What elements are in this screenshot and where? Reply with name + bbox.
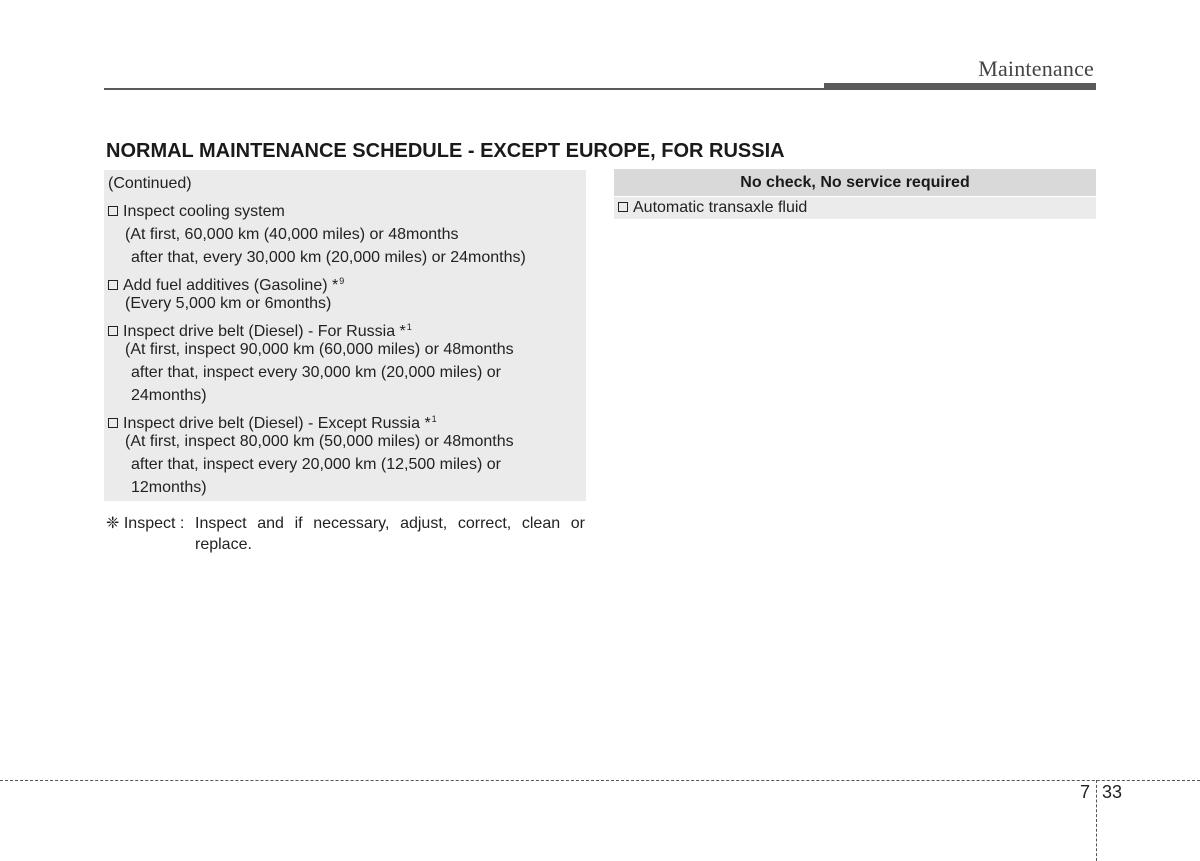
checkbox-icon — [108, 206, 118, 216]
schedule-item-detail: (At first, 60,000 km (40,000 miles) or 48months — [125, 226, 459, 243]
schedule-item-label: Automatic transaxle fluid — [633, 199, 808, 216]
schedule-item-label: Inspect cooling system — [123, 203, 285, 220]
schedule-item-detail: (Every 5,000 km or 6months) — [125, 295, 332, 312]
footnote-text: Inspect and if necessary, adjust, correct, clean or replace. — [195, 515, 585, 553]
schedule-item-detail: after that, inspect every 20,000 km (12,500 miles) or — [131, 456, 501, 473]
footer-dashed-rule — [0, 780, 1200, 781]
schedule-item-label: Add fuel additives (Gasoline) * — [123, 277, 339, 294]
no-service-row — [614, 197, 1096, 219]
footnote-mark: 1 — [431, 414, 437, 424]
footnote-lead: ❈ Inspect : — [106, 515, 185, 532]
schedule-item — [108, 202, 285, 222]
checkbox-icon — [108, 418, 118, 428]
schedule-item-detail: after that, inspect every 30,000 km (20,000 miles) or — [131, 364, 501, 381]
schedule-item-detail: 24months) — [131, 387, 207, 404]
schedule-item — [618, 197, 807, 219]
checkbox-icon — [108, 326, 118, 336]
schedule-item — [108, 271, 344, 296]
schedule-item-label: Inspect drive belt (Diesel) - Except Russia * — [123, 415, 431, 432]
checkbox-icon — [108, 280, 118, 290]
schedule-item-detail: 12months) — [131, 479, 207, 496]
schedule-item-detail: (At first, inspect 90,000 km (60,000 miles) or 48months — [125, 341, 514, 358]
chapter-header-title: Maintenance — [978, 56, 1094, 81]
page-number: 33 — [1102, 782, 1123, 802]
continued-label: (Continued) — [108, 175, 192, 192]
schedule-item — [108, 409, 437, 434]
schedule-panel-left — [104, 170, 586, 501]
section-title: NORMAL MAINTENANCE SCHEDULE - EXCEPT EUROPE, FOR RUSSIA — [106, 140, 785, 162]
footnote-mark: 9 — [339, 276, 345, 286]
schedule-item-detail: after that, every 30,000 km (20,000 miles) or 24months) — [131, 249, 526, 266]
footer-dashed-divider — [1096, 780, 1097, 861]
chapter-number: 7 — [1080, 782, 1091, 802]
schedule-item-label: Inspect drive belt (Diesel) - For Russia * — [123, 323, 406, 340]
header-accent-bar — [824, 83, 1096, 90]
checkbox-icon — [618, 202, 628, 212]
header-rule — [104, 88, 824, 90]
schedule-item-detail: (At first, inspect 80,000 km (50,000 miles) or 48months — [125, 433, 514, 450]
no-service-header: No check, No service required — [614, 169, 1096, 196]
schedule-item — [108, 317, 412, 342]
footnote-mark: 1 — [406, 322, 412, 332]
